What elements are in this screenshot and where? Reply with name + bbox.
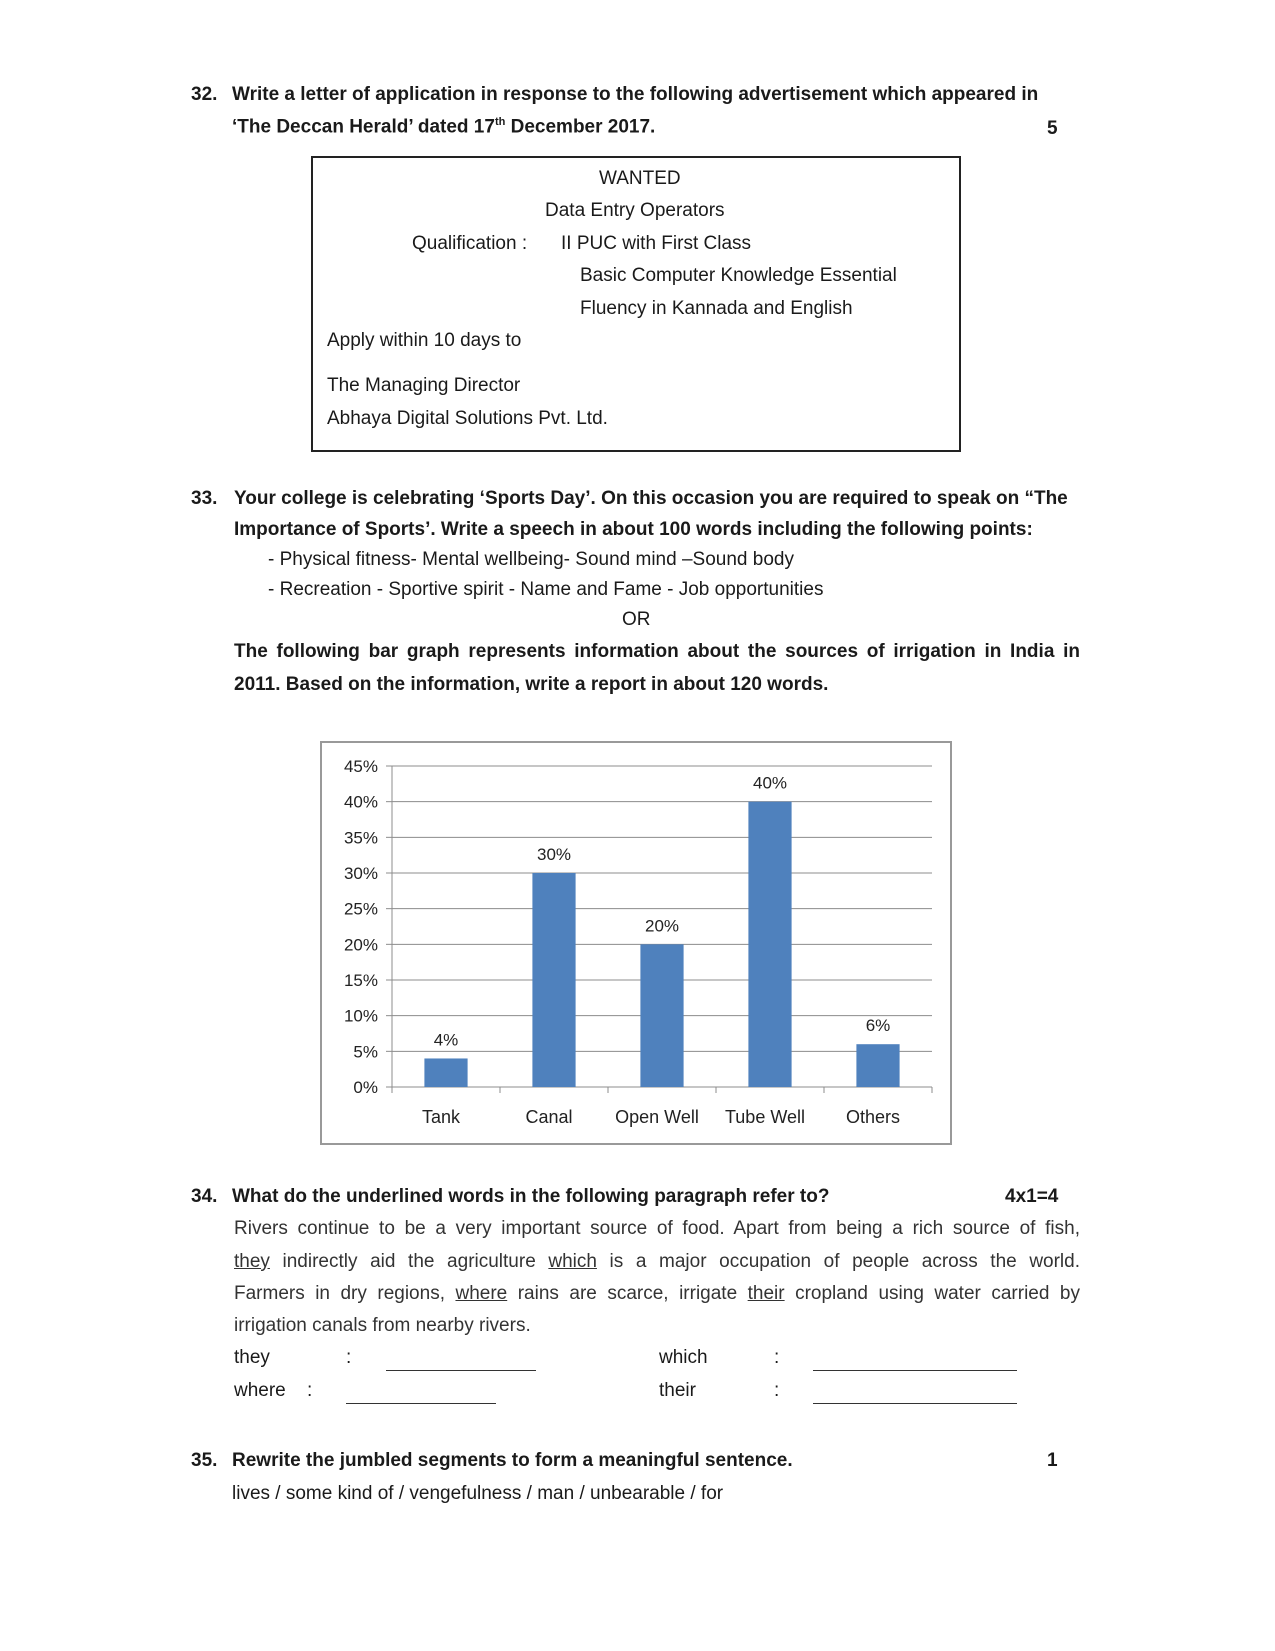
y-tick-label: 10%	[343, 1006, 378, 1026]
q35-segments: lives / some kind of / vengefulness / man / unbearable / for	[232, 1483, 724, 1504]
q33-points-1: - Physical fitness- Mental wellbeing- Sound mind –Sound body	[268, 549, 794, 570]
x-tick-label: Others	[845, 1107, 901, 1127]
q34-question: What do the underlined words in the following paragraph refer to?	[232, 1186, 830, 1207]
q33-points-2: - Recreation - Sportive spirit - Name and Fame - Job opportunities	[268, 579, 824, 600]
data-label: 6%	[865, 1016, 891, 1036]
q33-alt-line1: The following bar graph represents information about the sources of irrigation in India in	[234, 641, 1080, 662]
ad-post: Data Entry Operators	[545, 200, 725, 221]
ad-qualification-1: II PUC with First Class	[561, 233, 752, 254]
q34-number: 34.	[191, 1186, 218, 1207]
q34-para-line1: Rivers continue to be a very important source of food. Apart from being a rich source of fish,	[234, 1218, 1080, 1239]
underlined-where: where	[455, 1283, 508, 1304]
ad-address-2: Abhaya Digital Solutions Pvt. Ltd.	[327, 408, 608, 429]
q32-marks: 5	[1047, 118, 1058, 139]
ad-qualification-3: Fluency in Kannada and English	[580, 298, 853, 319]
y-tick-label: 20%	[343, 935, 378, 955]
y-tick-label: 5%	[353, 1042, 378, 1062]
underlined-which: which	[548, 1251, 597, 1272]
y-tick-label: 0%	[353, 1078, 378, 1097]
y-tick-label: 45%	[343, 757, 378, 776]
answer-colon-they: :	[346, 1347, 352, 1368]
x-tick-label: Open Well	[615, 1107, 699, 1127]
ad-address-1: The Managing Director	[327, 375, 521, 396]
y-tick-label: 30%	[343, 864, 378, 883]
q34-para-line3: Farmers in dry regions, where rains are scarce, irrigate their cropland using water carried by	[234, 1283, 1080, 1304]
answer-blank-their[interactable]	[813, 1403, 1017, 1404]
q35-number: 35.	[191, 1450, 218, 1471]
q33-line2: Importance of Sports’. Write a speech in about 100 words including the following points:	[234, 519, 1033, 540]
answer-colon-where: :	[307, 1380, 313, 1401]
ad-heading: WANTED	[599, 168, 681, 189]
q33-alt-line2: 2011. Based on the information, write a report in about 120 words.	[234, 674, 829, 695]
answer-colon-which: :	[774, 1347, 780, 1368]
irrigation-bar-chart	[322, 743, 950, 1143]
q35-question: Rewrite the jumbled segments to form a meaningful sentence.	[232, 1450, 793, 1471]
ad-qualification-2: Basic Computer Knowledge Essential	[580, 265, 897, 286]
answer-label-they: they	[234, 1347, 270, 1368]
bar-tank	[424, 1058, 467, 1087]
answer-label-their: their	[659, 1380, 696, 1401]
answer-label-where: where	[234, 1380, 286, 1401]
x-tick-label: Tank	[421, 1107, 461, 1127]
bar-others	[856, 1044, 899, 1087]
answer-blank-which[interactable]	[813, 1370, 1017, 1371]
q33-line1: Your college is celebrating ‘Sports Day’. On this occasion you are required to speak on “The	[234, 488, 1068, 509]
data-label: 30%	[536, 845, 572, 864]
advertisement-box	[311, 156, 961, 452]
y-tick-label: 25%	[343, 899, 378, 919]
q32-line1: Write a letter of application in response to the following advertisement which appeared in	[232, 84, 1039, 105]
answer-colon-their: :	[774, 1380, 780, 1401]
data-label: 4%	[433, 1030, 459, 1050]
ad-apply: Apply within 10 days to	[327, 330, 522, 351]
y-tick-label: 40%	[343, 792, 378, 812]
bar-canal	[532, 873, 575, 1087]
q35-marks: 1	[1047, 1450, 1058, 1471]
answer-blank-they[interactable]	[386, 1370, 536, 1371]
q32-line2: ‘The Deccan Herald’ dated 17th December 2017.	[232, 116, 656, 138]
data-label: 40%	[752, 773, 788, 793]
q34-marks: 4x1=4	[1005, 1186, 1059, 1207]
chart-frame	[320, 741, 952, 1145]
bar-tube-well	[748, 802, 791, 1087]
q33-or: OR	[622, 609, 651, 630]
q34-para-line4: irrigation canals from nearby rivers.	[234, 1315, 531, 1336]
answer-label-which: which	[659, 1347, 708, 1368]
ad-qualification-label: Qualification :	[412, 233, 528, 254]
y-tick-label: 15%	[343, 971, 378, 990]
bar-open-well	[640, 944, 683, 1087]
answer-blank-where[interactable]	[346, 1403, 496, 1404]
q33-number: 33.	[191, 488, 218, 509]
x-tick-label: Canal	[525, 1107, 573, 1127]
q34-para-line2: they indirectly aid the agriculture which is a major occupation of people across the world.	[234, 1251, 1081, 1272]
q32-number: 32.	[191, 84, 218, 105]
data-label: 20%	[644, 916, 680, 936]
x-tick-label: Tube Well	[724, 1107, 806, 1127]
y-tick-label: 35%	[343, 828, 378, 848]
underlined-they: they	[234, 1251, 270, 1272]
underlined-their: their	[747, 1283, 785, 1304]
